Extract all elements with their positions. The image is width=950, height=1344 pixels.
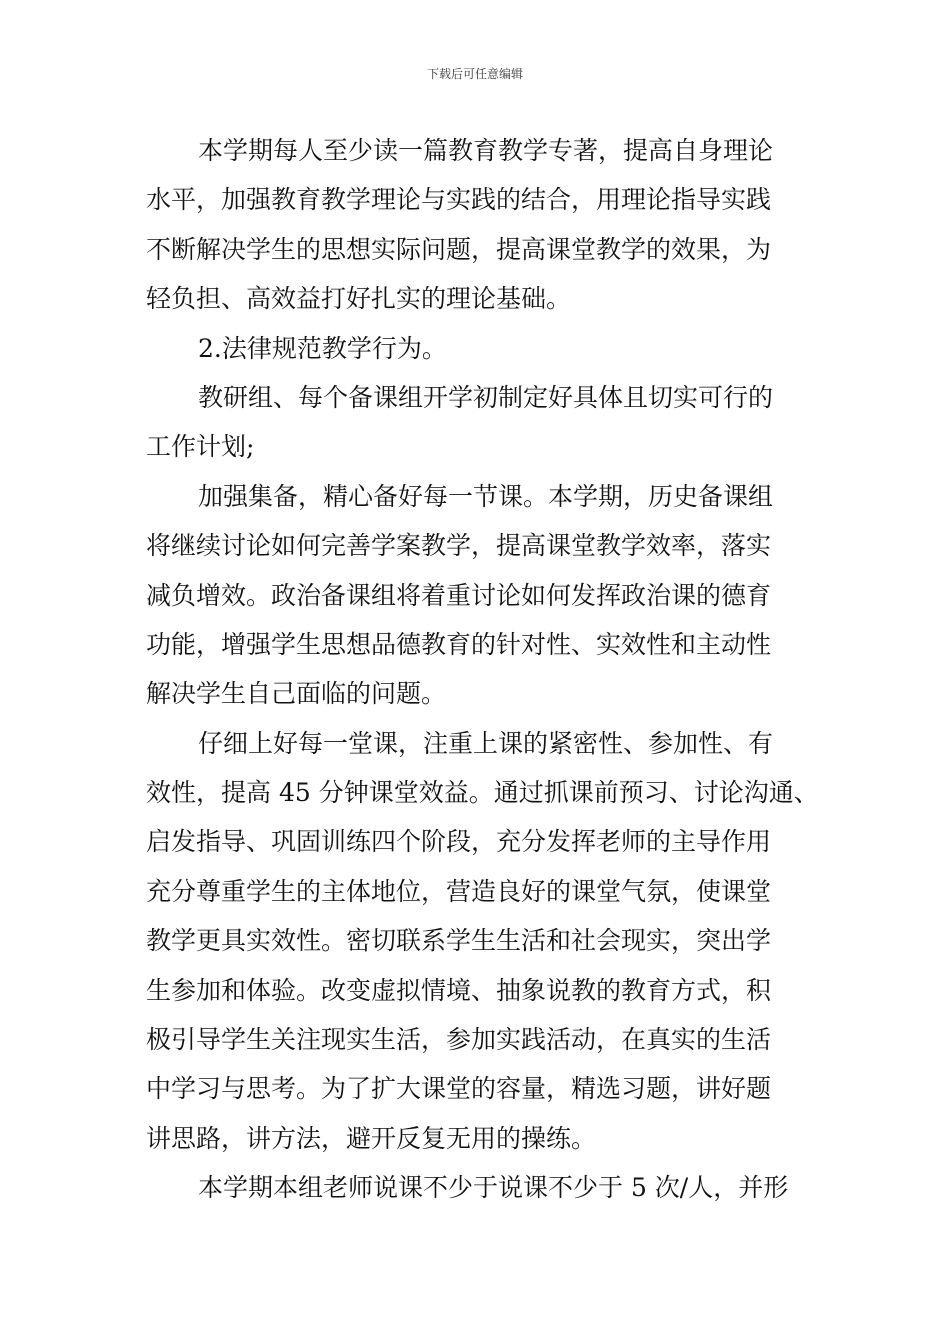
text-line: 功能，增强学生思想品德教育的针对性、实效性和主动性 (146, 629, 772, 659)
text-line: 解决学生自己面临的问题。 (146, 679, 447, 709)
text-line: 讲思路，讲方法，避开反复无用的操练。 (146, 1123, 597, 1153)
text-line: 教学更具实效性。密切联系学生生活和社会现实，突出学 (146, 926, 772, 956)
text-line: 不断解决学生的思想实际问题，提高课堂教学的效果，为 (146, 234, 772, 264)
text-line: 工作计划; (146, 432, 255, 462)
text-line: 2.法律规范教学行为。 (198, 333, 447, 363)
text-line: 充分尊重学生的主体地位，营造良好的课堂气氛，使课堂 (146, 876, 772, 906)
text-line: 仔细上好每一堂课，注重上课的紧密性、参加性、有 (198, 728, 774, 758)
text-line: 水平，加强教育教学理论与实践的结合，用理论指导实践 (146, 185, 772, 215)
text-line: 极引导学生关注现实生活，参加实践活动，在真实的生活 (146, 1025, 772, 1055)
text-line: 生参加和体验。改变虚拟情境、抽象说教的教育方式，积 (146, 975, 772, 1005)
text-line: 本学期每人至少读一篇教育教学专著，提高自身理论 (198, 136, 774, 165)
text-line: 轻负担、高效益打好扎实的理论基础。 (146, 284, 572, 314)
text-line: 将继续讨论如何完善学案教学，提高课堂教学效率，落实 (146, 531, 772, 561)
page-header: 下载后可任意编辑 (426, 67, 523, 81)
document-body (146, 126, 819, 1213)
text-line: 减负增效。政治备课组将着重讨论如何发挥政治课的德育 (146, 580, 772, 610)
text-line: 启发指导、巩固训练四个阶段，充分发挥老师的主导作用 (146, 827, 772, 857)
text-line: 加强集备，精心备好每一节课。本学期，历史备课组 (198, 481, 774, 511)
text-line: 本学期本组老师说课不少于说课不少于 5 次/人，并形 (198, 1173, 789, 1203)
text-line: 中学习与思考。为了扩大课堂的容量，精选习题，讲好题 (146, 1074, 772, 1104)
text-line: 效性，提高 45 分钟课堂效益。通过抓课前预习、讨论沟通、 (146, 778, 819, 808)
text-line: 教研组、每个备课组开学初制定好具体且切实可行的 (198, 382, 774, 412)
